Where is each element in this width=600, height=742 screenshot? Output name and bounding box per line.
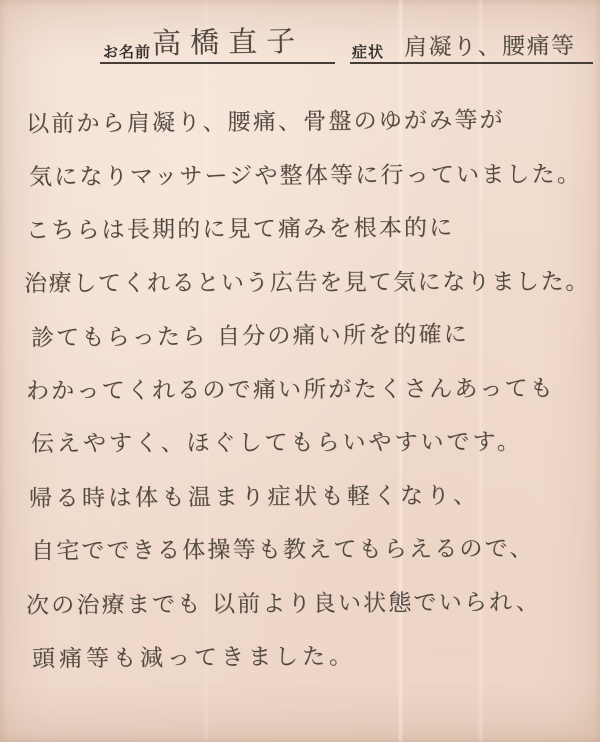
handwritten-line: 自宅でできる体操等も教えてもらえるので、	[30, 535, 535, 565]
handwritten-line: こちらは長期的に見て痛みを根本的に	[25, 214, 455, 244]
handwritten-line: 以前から肩凝り、腰痛、骨盤のゆがみ等が	[25, 107, 505, 138]
handwritten-line: 伝えやすく、ほぐしてもらいやすいです。	[30, 429, 523, 457]
handwritten-line: 治療してくれるという広告を見て気になりました。	[23, 268, 590, 297]
handwritten-line: 診てもらったら 自分の痛い所を的確に	[30, 321, 470, 352]
symptom-field-value: 肩凝り、腰痛等	[403, 33, 576, 61]
symptom-field-label: 症状	[352, 44, 385, 61]
handwritten-line: 気になりマッサージや整体等に行っていました。	[28, 161, 583, 190]
handwritten-line: 次の治療までも 以前より良い状態でいられ、	[25, 588, 541, 619]
symptom-field-underline	[350, 62, 593, 64]
handwritten-line: わかってくれるので痛い所がたくさんあっても	[25, 375, 556, 404]
handwritten-line: 帰る時は体も温まり症状も軽くなり、	[28, 482, 480, 512]
name-field-value: 高橋直子	[151, 23, 305, 61]
name-field-underline	[100, 62, 335, 64]
name-field-label: お名前	[103, 44, 152, 61]
testimonial-text	[24, 96, 590, 685]
handwritten-line: 頭痛等も減ってきました。	[31, 643, 357, 673]
form-header	[0, 22, 600, 64]
